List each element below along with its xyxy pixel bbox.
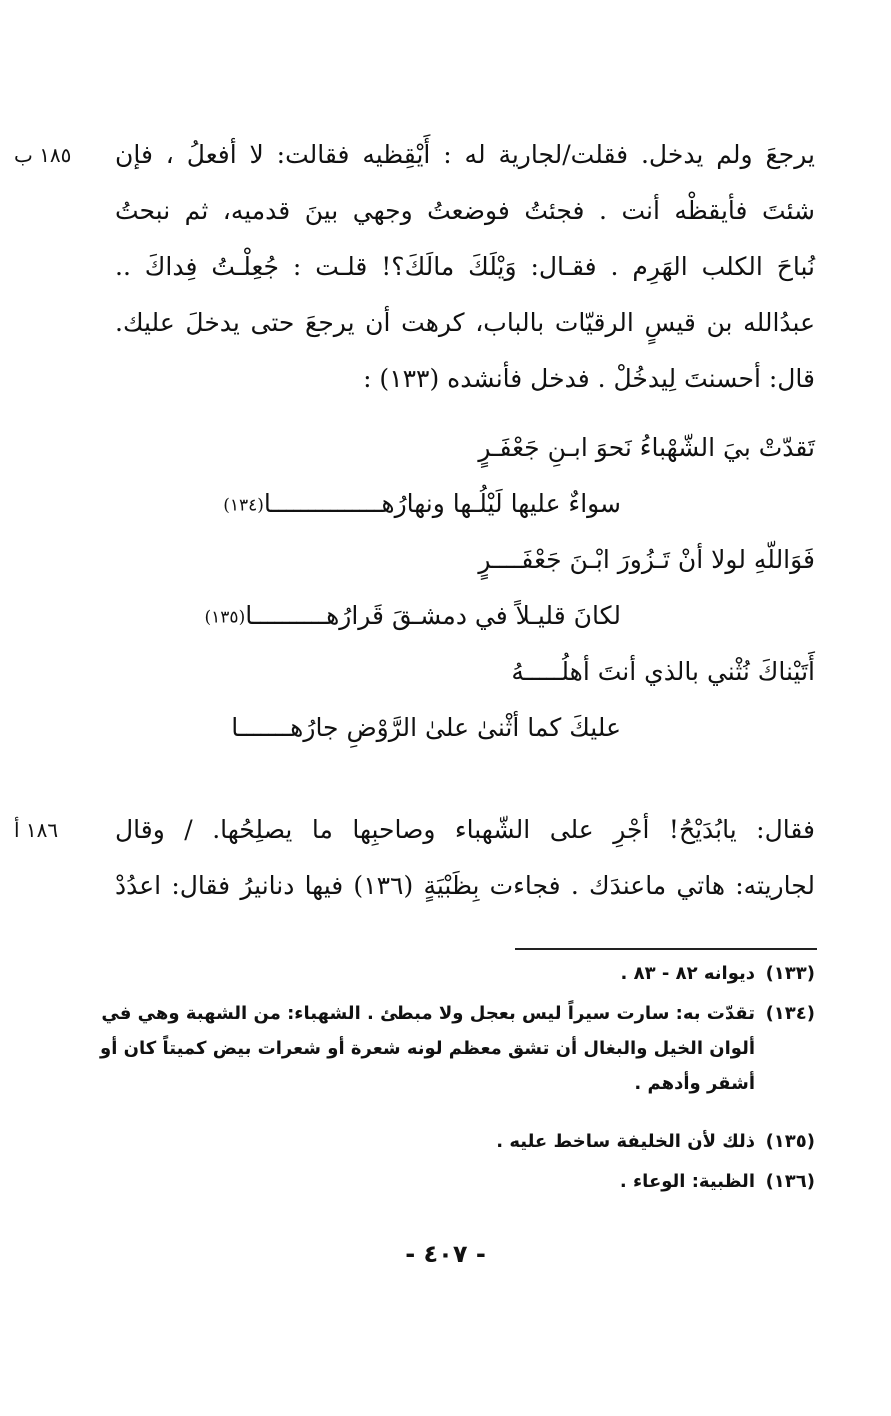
verse-hemistich-2a [478,532,815,588]
verse-text: سواءٌ عليها لَيْلُـها ونهارُهـــــــــــــــا [263,489,621,518]
footnote-number: (١٣٤) [765,1003,815,1024]
verse-text: عليكَ كما أثْنىٰ علىٰ الرَّوْضِ جارُهـــــــا [231,713,621,742]
footnote-text: ديوانه ٨٢ - ٨٣ . [620,963,755,984]
footnote-text-continued: ألوان الخيل والبغال أن تشق معظم لونه شعرة أو شعرات بيض كميتاً كان أو أشقر وأدهم . [100,1038,755,1094]
folio-ref-185b: ١٨٥ ب [14,143,72,167]
text-line: لجاريته: هاتي ماعندَك . فجاءت بِظَبْيَةٍ (١٣٦) فيها دنانيرُ فقال: اعدُدْ [115,871,815,900]
text-line: قال: أحسنتَ لِيدخُلْ . فدخل فأنشده (١٣٣) : [363,364,815,393]
footnote-text: ذلك لأن الخليفة ساخط عليه . [496,1131,755,1152]
footnote [95,996,815,1101]
verse-hemistich-1b [223,476,621,532]
text-line: فقال: يابُدَيْحُ! أجْرِ على الشّهباء وصاحبِها ما يصلِحُها. / وقال [115,815,815,844]
verse-hemistich-2b [205,588,621,644]
footnote-number: (١٣٣) [765,963,815,984]
text-line: شئتَ فأيقظْه أنت . فجئتُ فوضعتُ وجهي بينَ قدميه، ثم نبحتُ [115,196,815,225]
footnote-ref: (١٣٥) [204,607,246,628]
verse-hemistich-3a [511,644,815,700]
footnote-number: (١٣٥) [765,1131,815,1152]
verse-text: لكانَ قليـلاً في دمشـقَ قَرارُهــــــــــا [245,601,621,630]
verse-text: تَقدّتْ بيَ الشّهْباءُ نَحوَ ابـنِ جَعْفَـرٍ [478,433,815,462]
footnote [95,1124,815,1159]
footnote-separator [515,948,817,950]
verse-text: أَتَيْناكَ نُثْني بالذي أنتَ أهلُـــــهُ [511,657,815,686]
verse-text: فَوَاللّهِ لولا أنْ تَـزُورَ ابْـنَ جَعْفَــــرٍ [478,545,815,574]
verse-hemistich-3b [231,700,621,756]
page-number: - ٤٠٧ - [405,1240,486,1268]
text-line: يرجعَ ولم يدخل. فقلت/لجارية له : أَيْقِظيه فقالت: لا أفعلُ ، فإن [115,140,815,169]
text-line: نُباحَ الكلب الهَرِم . فقـال: وَيْلَكَ مالَكَ؟! قلـت : جُعِلْـتُ فِداكَ .. [115,252,815,281]
footnote-text: تقدّت به: سارت سيراً ليس بعجل ولا مبطئ . الشهباء: من الشهبة وهي في [101,1003,755,1024]
footnote [95,956,815,991]
footnote [95,1164,815,1199]
text-line: عبدُالله بن قيسٍ الرقيّات بالباب، كرهت أن يرجعَ حتى يدخلَ عليك. [115,308,815,337]
folio-ref-186a: ١٨٦ أ [14,818,59,842]
footnote-number: (١٣٦) [765,1171,815,1192]
verse-hemistich-1a [478,420,815,476]
footnote-ref: (١٣٤) [223,495,264,516]
footnote-text: الظبية: الوعاء . [619,1171,755,1192]
